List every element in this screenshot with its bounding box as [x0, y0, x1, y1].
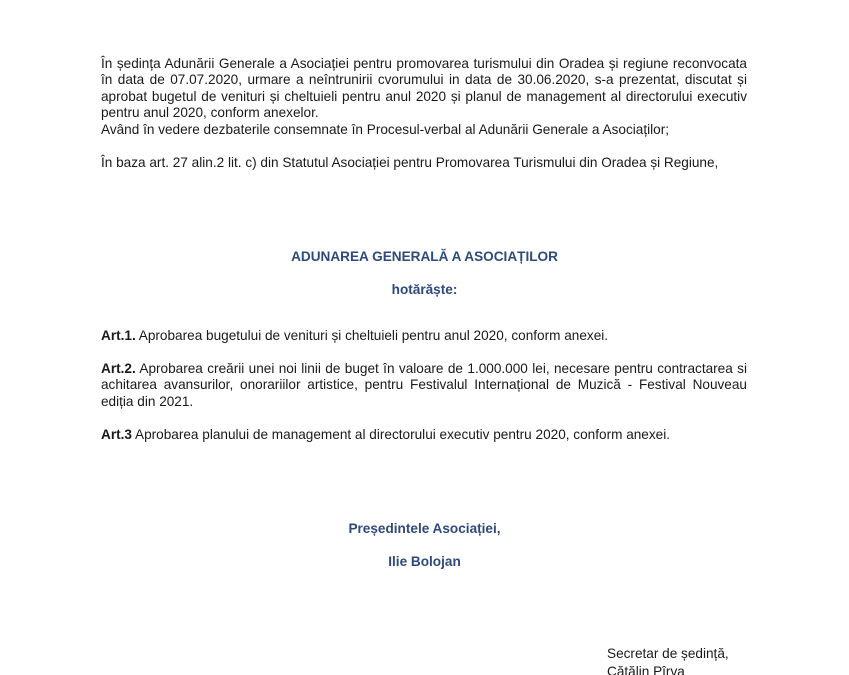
- preamble-paragraph-2: Având în vedere dezbaterile consemnate în Procesul-verbal al Adunării Generale a Asociaților;: [101, 122, 669, 137]
- secretary-name: Cătălin Pîrva: [607, 664, 685, 675]
- article-label: Art.3: [101, 427, 132, 442]
- article-text: Aprobarea planului de management al directorului executiv pentru 2020, conform anexei.: [131, 427, 671, 442]
- preamble-paragraph-3: În baza art. 27 alin.2 lit. c) din Statutul Asociației pentru Promovarea Turismului din Oradea și Regiune,: [101, 155, 719, 170]
- president-name: Ilie Bolojan: [388, 554, 461, 569]
- preamble-paragraph-1: În ședința Adunării Generale a Asociației pentru promovarea turismului din Oradea și regiune reconvocata în data de 07.07.2020, urmare a neîntrunirii cvorumului in data de 30.06.2020, s-a prezentat, discutat și aprobat bugetul de venituri și cheltuieli pentru anul 2020 și planul de management al directorului executiv pentru anul 2020, conform anexelor.: [101, 56, 747, 120]
- article-label: Art.1.: [101, 328, 136, 343]
- decision-subheading: hotărăște:: [391, 282, 458, 297]
- article-label: Art.2.: [101, 361, 136, 376]
- article-text: Aprobarea creării unei noi linii de buget în valoare de 1.000.000 lei, necesare pentru contractarea si achitarea avansurilor, onorariilor artistice, pentru Festivalul Internațional de Muzică - Festival Nouveau ediția din 2021.: [101, 361, 747, 409]
- article-1: [101, 328, 747, 344]
- president-title: Președintele Asociației,: [348, 521, 501, 536]
- decision-heading: ADUNAREA GENERALĂ A ASOCIAȚILOR: [291, 249, 558, 264]
- secretary-title: Secretar de ședință,: [607, 646, 729, 661]
- article-3: [101, 427, 747, 443]
- article-2: [101, 361, 747, 410]
- article-text: Aprobarea bugetului de venituri și cheltuieli pentru anul 2020, conform anexei.: [135, 328, 609, 343]
